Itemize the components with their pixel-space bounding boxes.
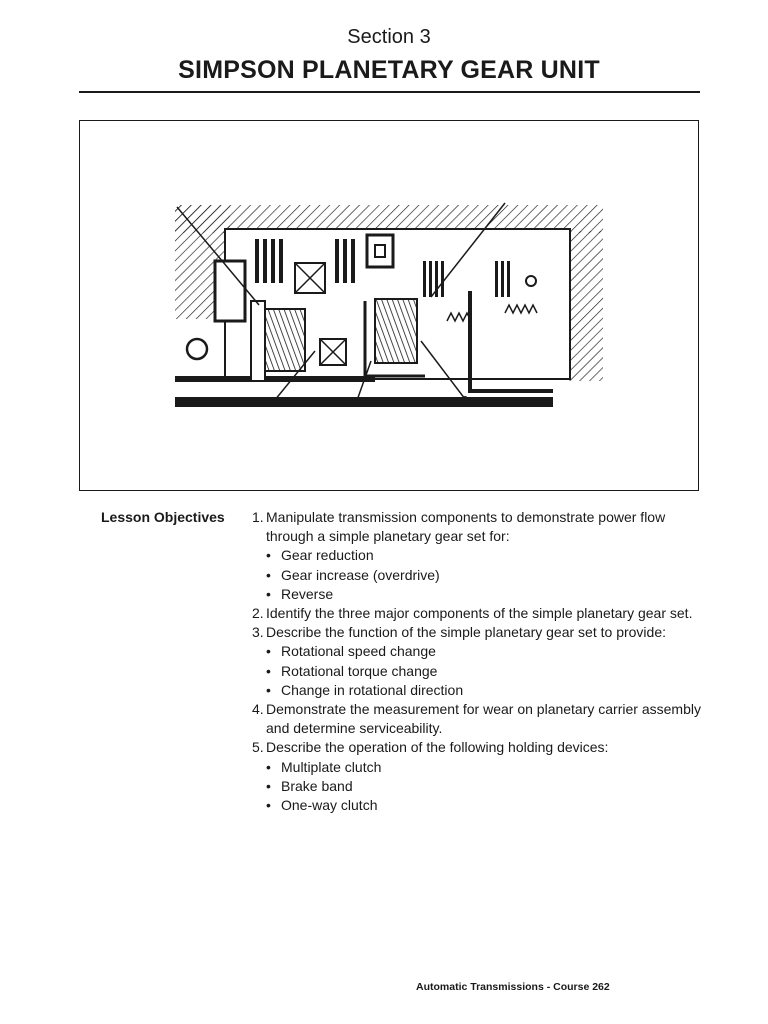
- objective-item: [252, 604, 712, 623]
- objective-number: 4.: [252, 701, 264, 718]
- objective-bullet: • Rotational torque change: [266, 662, 712, 681]
- section-label: Section 3: [347, 26, 431, 48]
- objective-bullet: • Brake band: [266, 777, 712, 796]
- objective-number: 3.: [252, 624, 264, 641]
- objective-bullet: • Change in rotational direction: [266, 681, 712, 700]
- objective-text: Demonstrate the measurement for wear on planetary carrier assembly and determine serviceability.: [266, 701, 701, 737]
- output-shaft: [175, 397, 553, 407]
- front-planetary-gear: [263, 309, 305, 371]
- objective-bullet: • Gear reduction: [266, 546, 712, 565]
- objective-bullet: • One-way clutch: [266, 796, 712, 815]
- lesson-objectives-list: [252, 508, 712, 815]
- objective-bullet: • Rotational speed change: [266, 642, 712, 661]
- objective-item: [252, 623, 712, 700]
- objective-bullet: • Multiplate clutch: [266, 758, 712, 777]
- rear-planetary-gear: [375, 299, 417, 363]
- objective-text: Manipulate transmission components to demonstrate power flow through a simple planetary gear set for:: [266, 509, 666, 545]
- objective-number: 2.: [252, 605, 264, 622]
- objective-text: Identify the three major components of the simple planetary gear set.: [266, 605, 693, 622]
- planetary-gear-cross-section-diagram: [175, 201, 605, 413]
- objective-number: 5.: [252, 739, 264, 756]
- lesson-objectives-heading: Lesson Objectives: [101, 509, 225, 525]
- objective-number: 1.: [252, 509, 264, 525]
- objective-item: [252, 738, 712, 815]
- objective-bullet: • Reverse: [266, 585, 712, 604]
- page-title: SIMPSON PLANETARY GEAR UNIT: [178, 56, 600, 84]
- page-footer: Automatic Transmissions - Course 262: [416, 981, 610, 993]
- objective-text: Describe the function of the simple planetary gear set to provide:: [266, 624, 666, 641]
- objective-bullet: • Gear increase (overdrive): [266, 566, 712, 585]
- figure-box: [79, 120, 699, 491]
- objective-item: [252, 700, 712, 738]
- objective-item: [252, 508, 712, 604]
- title-rule: [79, 91, 700, 93]
- objective-text: Describe the operation of the following holding devices:: [266, 739, 609, 756]
